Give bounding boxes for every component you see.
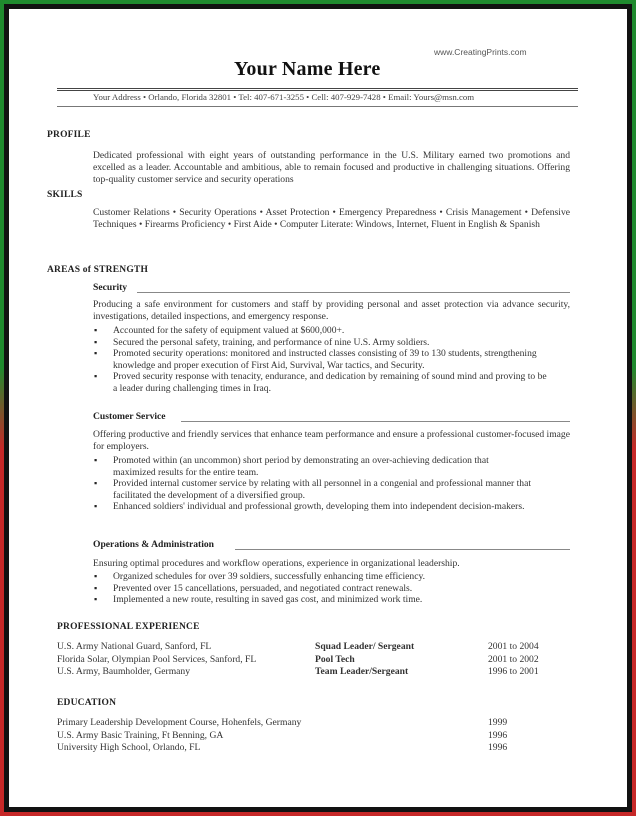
experience-role: Squad Leader/ Sergeant <box>315 641 415 652</box>
list-item: ▪ Provided internal customer service by relating with all personnel in a congenial and professional manner that facilitated the development of a diversified group. <box>93 478 533 501</box>
strength-heading: AREAS of STRENGTH <box>47 265 149 275</box>
experience-role: Pool Tech <box>315 654 355 665</box>
website-watermark: www.CreatingPrints.com <box>434 47 527 57</box>
list-item: ▪ Organized schedules for over 39 soldiers, successfully enhancing time efficiency. <box>93 571 553 583</box>
list-item: ▪ Enhanced soldiers' individual and professional growth, developing them into independent decision-makers. <box>93 501 533 513</box>
security-bullets <box>93 325 553 395</box>
operations-subheading: Operations & Administration <box>93 539 214 550</box>
skills-heading: SKILLS <box>47 190 83 200</box>
list-item: ▪ Prevented over 15 cancellations, persuaded, and negotiated contract renewals. <box>93 583 553 595</box>
education-year: 1999 <box>488 717 508 728</box>
resume-name: Your Name Here <box>234 58 381 80</box>
operations-rule <box>235 549 570 550</box>
customer-service-bullets <box>93 455 533 513</box>
list-item: ▪ Implemented a new route, resulting in saved gas cost, and minimized work time. <box>93 594 553 606</box>
header-rule-top <box>57 88 578 89</box>
education-school: U.S. Army Basic Training, Ft Benning, GA <box>57 730 224 741</box>
security-intro: Producing a safe environment for customers and staff by providing personal and asset protection via advance security, investigations, detailed inspections, and emergency response. <box>93 299 570 322</box>
experience-org: U.S. Army National Guard, Sanford, FL <box>57 641 212 652</box>
customer-service-intro: Offering productive and friendly services that enhance team performance and ensure a professional customer-focused image for employers. <box>93 429 570 452</box>
experience-heading: PROFESSIONAL EXPERIENCE <box>57 622 200 632</box>
list-item: ▪ Proved security response with tenacity, endurance, and dedication by remaining of sound mind and proving to be a leader during challenging times in Iraq. <box>93 371 553 394</box>
experience-dates: 1996 to 2001 <box>488 666 539 677</box>
experience-role: Team Leader/Sergeant <box>315 666 409 677</box>
experience-org: Florida Solar, Olympian Pool Services, Sanford, FL <box>57 654 257 665</box>
customer-service-subheading: Customer Service <box>93 411 166 422</box>
education-year: 1996 <box>488 730 508 741</box>
header-rule-bottom <box>57 106 578 107</box>
customer-service-rule <box>181 421 570 422</box>
security-rule <box>137 292 570 293</box>
list-item: ▪ Promoted security operations: monitored and instructed classes consisting of 39 to 130 students, strengthening knowledge and proper execution of First Aid, Survival, War tactics, and Security. <box>93 348 553 371</box>
list-item: ▪ Secured the personal safety, training, and performance of nine U.S. Army soldiers. <box>93 337 553 349</box>
operations-bullets <box>93 571 553 606</box>
education-school: University High School, Orlando, FL <box>57 742 201 753</box>
profile-text: Dedicated professional with eight years of outstanding performance in the U.S. Military earned two promotions and excelled as a leader. Accountable and ambitious, able to remain focused and productive in challenging situations. Offering top-quality customer service and security operations <box>93 150 570 185</box>
contact-line: Your Address • Orlando, Florida 32801 • Tel: 407-671-3255 • Cell: 407-929-7428 • Email: Yours@msn.com <box>93 92 475 102</box>
skills-text: Customer Relations • Security Operations • Asset Protection • Emergency Preparedness • Crisis Management • Defensive Techniques • Firearms Proficiency • First Aide • Computer Literate: Windows, Internet, Fluent in English & Spanish <box>93 207 570 230</box>
list-item: ▪ Accounted for the safety of equipment valued at $600,000+. <box>93 325 553 337</box>
profile-heading: PROFILE <box>47 130 91 140</box>
security-subheading: Security <box>93 282 128 293</box>
education-year: 1996 <box>488 742 508 753</box>
resume-page <box>9 9 627 807</box>
operations-intro: Ensuring optimal procedures and workflow operations, experience in organizational leadership. <box>93 558 460 569</box>
education-heading: EDUCATION <box>57 698 117 708</box>
experience-dates: 2001 to 2004 <box>488 641 539 652</box>
header-rule-top-2 <box>57 90 578 91</box>
experience-dates: 2001 to 2002 <box>488 654 539 665</box>
experience-org: U.S. Army, Baumholder, Germany <box>57 666 191 677</box>
list-item: ▪ Promoted within (an uncommon) short period by demonstrating an over-achieving dedication that maximized results for the entire team. <box>93 455 533 478</box>
education-school: Primary Leadership Development Course, Hohenfels, Germany <box>57 717 302 728</box>
